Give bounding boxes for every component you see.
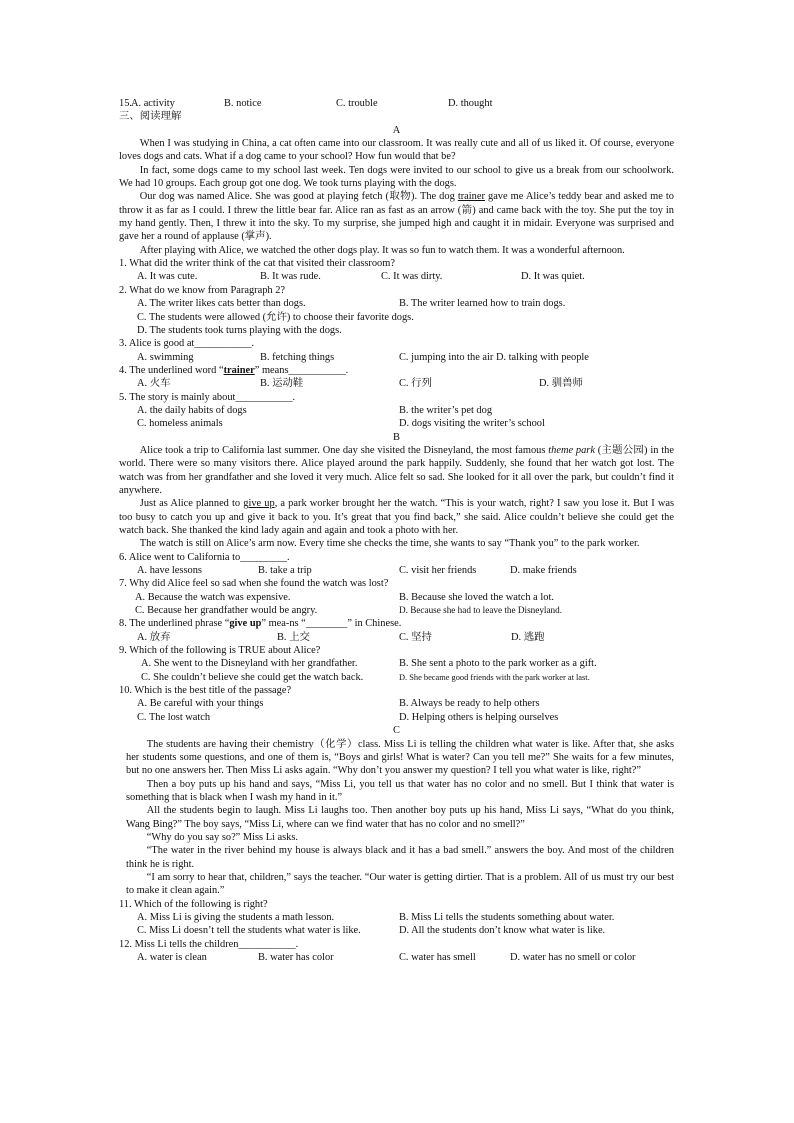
option-a: A. the daily habits of dogs [137,404,247,416]
question-11-options-cd [119,924,674,937]
option-cd: C. jumping into the air D. talking with people [399,351,589,363]
option-b: B. Always be ready to help others [399,698,540,710]
option-c: C. 行列 [399,378,432,390]
question-6-stem: 6. Alice went to California to_________. [119,551,290,563]
option-a: A. The writer likes cats better than dogs. [137,298,306,310]
question-2-option-d: D. The students took turns playing with the dogs. [137,324,342,336]
option-c: C. She couldn’t believe she could get the watch back. [141,671,364,683]
question-9-options-ab [119,657,674,670]
passage-c-paragraph-3: All the students begin to laugh. Miss Li laughs too. Then another boy puts up his hand, Miss Li says, “What do you think, Wang Bing?” The boy says, “Miss Li, where can we find water that has no color and no smell?” [126,805,674,830]
option-d: D. Because she had to leave the Disneyland. [399,605,563,616]
question-15-options [119,97,674,110]
question-5-stem: 5. The story is mainly about___________. [119,391,296,403]
option-a: A. She went to the Disneyland with her grandfather. [141,658,358,670]
option-a: A. 放弃 [137,631,171,643]
passage-a-label: A [392,124,401,136]
question-8-stem: 8. The underlined phrase “give up” mea-ns “________” in Chinese. [119,618,402,630]
underlined-word-trainer: trainer [457,191,485,203]
option-b: B. notice [224,98,262,109]
option-d: D. 逃跑 [511,631,545,643]
passage-c-label: C [393,725,400,737]
passage-c-paragraph-1: The students are having their chemistry（化学）class. Miss Li is telling the children what water is like. After that, she asks her students some questions, and one of them is, “Boys and girls! What is water? Can you tell me?” She waits for a few minutes, but no one answers her. Then Miss Li asks again. “Why don’t you answer my question? I tell you what water is like, right?” [126,738,674,777]
option-c: C. The lost watch [137,711,211,723]
passage-a-paragraph-3: Our dog was named Alice. She was good at playing fetch (取物). The dog trainer gave me Alice’s teddy bear and asked me to throw it as far as I could. I threw the little bear far. Alice ran as fast as an arrow (箭) and came back with the toy. She put the toy in my hand gently. Then, I threw it into the sky. To my surprise, she jumped high and caught it in midair. Everyone was surprised and gave her a round of applause (掌声). [119,191,674,243]
option-c: C. Miss Li doesn’t tell the students what water is like. [137,925,361,937]
question-2-options-ab [119,297,674,310]
option-a: A. Because the watch was expensive. [135,591,291,603]
question-6-options [119,564,674,577]
question-10-options-ab [119,697,674,710]
option-d: D. She became good friends with the park worker at last. [399,672,590,682]
question-4-options [119,377,674,390]
option-d: D. Helping others is helping ourselves [399,711,559,723]
option-b: B. She sent a photo to the park worker as a gift. [399,658,597,670]
question-8-options [119,631,674,644]
option-c: C. It was dirty. [381,271,443,283]
option-d: D. water has no smell or color [510,952,636,963]
question-7-stem: 7. Why did Alice feel so sad when she found the watch was lost? [119,578,389,590]
option-d: D. All the students don’t know what water is like. [399,925,606,937]
passage-a [119,137,674,257]
question-5-options-ab [119,404,674,417]
question-4-stem: 4. The underlined word “trainer” means___________. [119,364,349,376]
option-b: B. It was rude. [260,271,321,283]
passage-b-paragraph-2: Just as Alice planned to give up, a park worker brought her the watch. “This is your watch, right? I saw you lose it. But I was too busy to catch you up and give it back to you. It’s great that you find back,” she said. Alice couldn’t believe she could get the watch back. She thanked the kind lady again and again and took a photo with her. [119,498,674,536]
underlined-phrase-give-up: give up [243,498,275,510]
passage-b-paragraph-3: The watch is still on Alice’s arm now. Every time she checks the time, she wants to say “Thank you” to the park worker. [139,538,640,550]
option-d: D. thought [448,98,493,109]
passage-c [119,738,674,898]
question-1-options [119,270,674,283]
passage-c-paragraph-4: “Why do you say so?” Miss Li asks. [146,831,299,843]
option-c: C. 坚持 [399,631,432,643]
option-d: D. make friends [510,565,577,577]
passage-a-paragraph-4: After playing with Alice, we watched the other dogs play. It was so fun to watch them. It was a wonderful afternoon. [139,244,625,256]
question-1-stem: 1. What did the writer think of the cat that visited their classroom? [119,258,395,270]
option-c: C. homeless animals [137,418,223,430]
option-b: B. 运动鞋 [260,378,304,390]
option-a: A. swimming [137,351,194,363]
question-2-option-c: C. The students were allowed (允许) to choose their favorite dogs. [137,311,414,323]
passage-b [119,444,674,551]
question-7-options-ab [119,591,674,604]
option-a: A. activity [131,98,175,109]
question-number: 15. [119,98,132,109]
question-5-options-cd [119,417,674,430]
passage-c-paragraph-6: “I am sorry to hear that, children,” says the teacher. “Our water is getting dirtier. That is a problem. All of us must try our best to make it clean again.” [126,871,674,897]
option-a: A. 火车 [137,378,171,390]
question-11-options-ab [119,911,674,924]
passage-c-paragraph-2: Then a boy puts up his hand and says, “Miss Li, you tell us that water has no color and no smell. But I think that water is something that is black when I wash my hand in it.” [126,778,674,803]
question-7-options-cd [119,604,674,617]
option-c: C. visit her friends [399,565,477,577]
option-b: B. the writer’s pet dog [399,404,493,416]
option-b: B. water has color [258,952,334,963]
question-11-stem: 11. Which of the following is right? [119,898,268,910]
option-a: A. It was cute. [137,271,198,283]
option-a: A. have lessons [137,565,202,577]
question-12-options [119,951,674,964]
underlined-phrase-give-up: give up [229,618,262,630]
passage-a-paragraph-1: When I was studying in China, a cat often came into our classroom. It was really cute and all of us liked it. Of course, everyone loves dogs and cats. What if a dog came to your school? How fun would that be? [119,138,674,163]
option-a: A. water is clean [137,952,207,963]
option-a: A. Miss Li is giving the students a math lesson. [137,911,335,923]
option-b: B. The writer learned how to train dogs. [399,298,566,310]
option-b: B. Because she loved the watch a lot. [399,591,554,603]
option-c: C. water has smell [399,952,476,963]
option-c: C. trouble [336,98,378,109]
option-c: C. Because her grandfather would be angry. [135,605,318,617]
question-3-stem: 3. Alice is good at___________. [119,338,255,350]
section-heading: 三、阅读理解 [119,111,182,123]
question-10-options-cd [119,711,674,724]
option-b: B. 上交 [277,631,310,643]
exam-page [119,97,674,964]
option-d: D. 驯兽师 [539,378,583,390]
option-b: B. fetching things [260,351,335,363]
underlined-word-trainer: trainer [223,364,255,376]
option-d: D. It was quiet. [521,271,585,283]
passage-b-paragraph-1: Alice took a trip to California last summer. One day she visited the Disneyland, the most famous theme park (主题公园) in the world. There were so many visitors there. Alice played around the park happily. Suddenly, she found that her watch got lost. The watch was from her grandfather and she loved it very much. Alice felt so sad. She looked for it all over the park, but couldn’t find it anywhere. [119,444,674,496]
option-a: A. Be careful with your things [137,698,264,710]
question-2-stem: 2. What do we know from Paragraph 2? [119,284,286,296]
passage-b-label: B [393,431,400,443]
question-12-stem: 12. Miss Li tells the children___________. [119,938,299,950]
passage-c-paragraph-5: “The water in the river behind my house is always black and it has a bad smell.” answers the boy. And most of the children think he is right. [126,845,674,870]
option-b: B. Miss Li tells the students something about water. [399,911,615,923]
option-b: B. take a trip [258,565,312,577]
question-10-stem: 10. Which is the best title of the passage? [119,685,292,697]
question-3-options [119,351,674,364]
option-d: D. dogs visiting the writer’s school [399,418,545,430]
passage-a-paragraph-2: In fact, some dogs came to my school last week. Ten dogs were invited to our school to give us a break from our schoolwork. We had 10 groups. Each group got one dog. We took turns playing with the dogs. [119,164,674,190]
question-9-options-cd [119,671,674,684]
question-9-stem: 9. Which of the following is TRUE about Alice? [119,645,321,657]
